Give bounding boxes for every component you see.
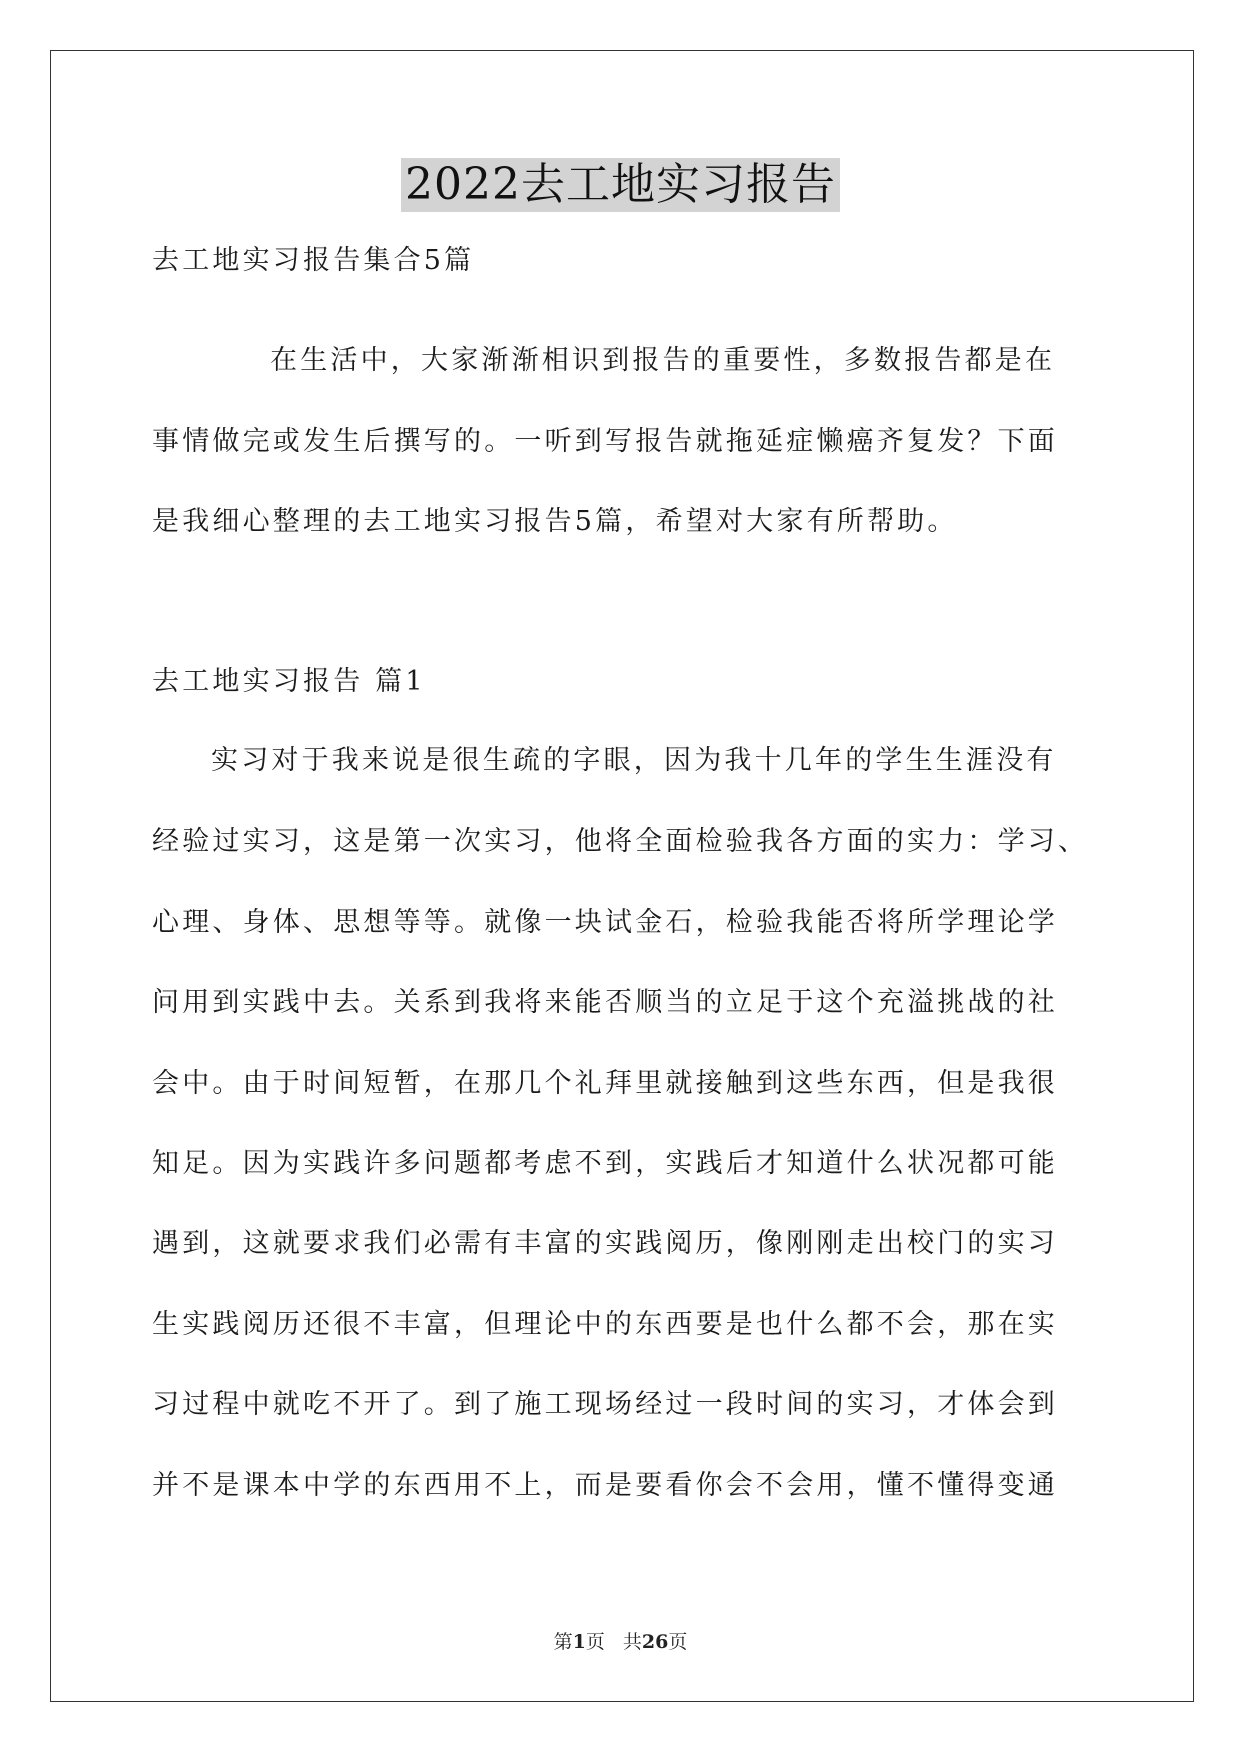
- body-line: 会中。由于时间短暂，在那几个礼拜里就接触到这些东西，但是我很: [152, 1068, 1058, 1099]
- document-title: 2022去工地实习报告: [401, 158, 840, 212]
- intro-line: 事情做完或发生后撰写的。一听到写报告就拖延症懒癌齐复发？下面: [152, 426, 1058, 457]
- total-suffix: 页: [668, 1631, 688, 1653]
- body-line: 实习对于我来说是很生疏的字眼，因为我十几年的学生生涯没有: [211, 745, 1057, 776]
- body-line: 遇到，这就要求我们必需有丰富的实践阅历，像刚刚走出校门的实习: [152, 1228, 1058, 1259]
- page-suffix: 页: [585, 1631, 605, 1653]
- page-number: 1: [572, 1631, 586, 1653]
- body-line: 生实践阅历还很不丰富，但理论中的东西要是也什么都不会，那在实: [152, 1309, 1058, 1340]
- body-line: 心理、身体、思想等等。就像一块试金石，检验我能否将所学理论学: [152, 907, 1058, 938]
- body-line: 并不是课本中学的东西用不上，而是要看你会不会用，懂不懂得变通: [152, 1470, 1058, 1501]
- total-pages: 26: [641, 1631, 669, 1653]
- body-line: 习过程中就吃不开了。到了施工现场经过一段时间的实习，才体会到: [152, 1389, 1058, 1420]
- page-footer: [0, 1630, 1241, 1654]
- body-line: 知足。因为实践许多问题都考虑不到，实践后才知道什么状况都可能: [152, 1148, 1058, 1179]
- intro-line: 是我细心整理的去工地实习报告5篇，希望对大家有所帮助。: [152, 506, 958, 537]
- section-heading: 去工地实习报告 篇1: [152, 666, 426, 697]
- intro-line: 在生活中，大家渐渐相识到报告的重要性，多数报告都是在: [270, 345, 1056, 376]
- total-prefix: 共: [622, 1631, 642, 1653]
- page-border: [50, 50, 1194, 1702]
- body-line: 经验过实习，这是第一次实习，他将全面检验我各方面的实力：学习、: [152, 826, 1089, 857]
- page-prefix: 第: [553, 1631, 573, 1653]
- body-line: 问用到实践中去。关系到我将来能否顺当的立足于这个充溢挑战的社: [152, 987, 1058, 1018]
- title-container: [0, 158, 1241, 212]
- document-subtitle: 去工地实习报告集合5篇: [152, 245, 475, 276]
